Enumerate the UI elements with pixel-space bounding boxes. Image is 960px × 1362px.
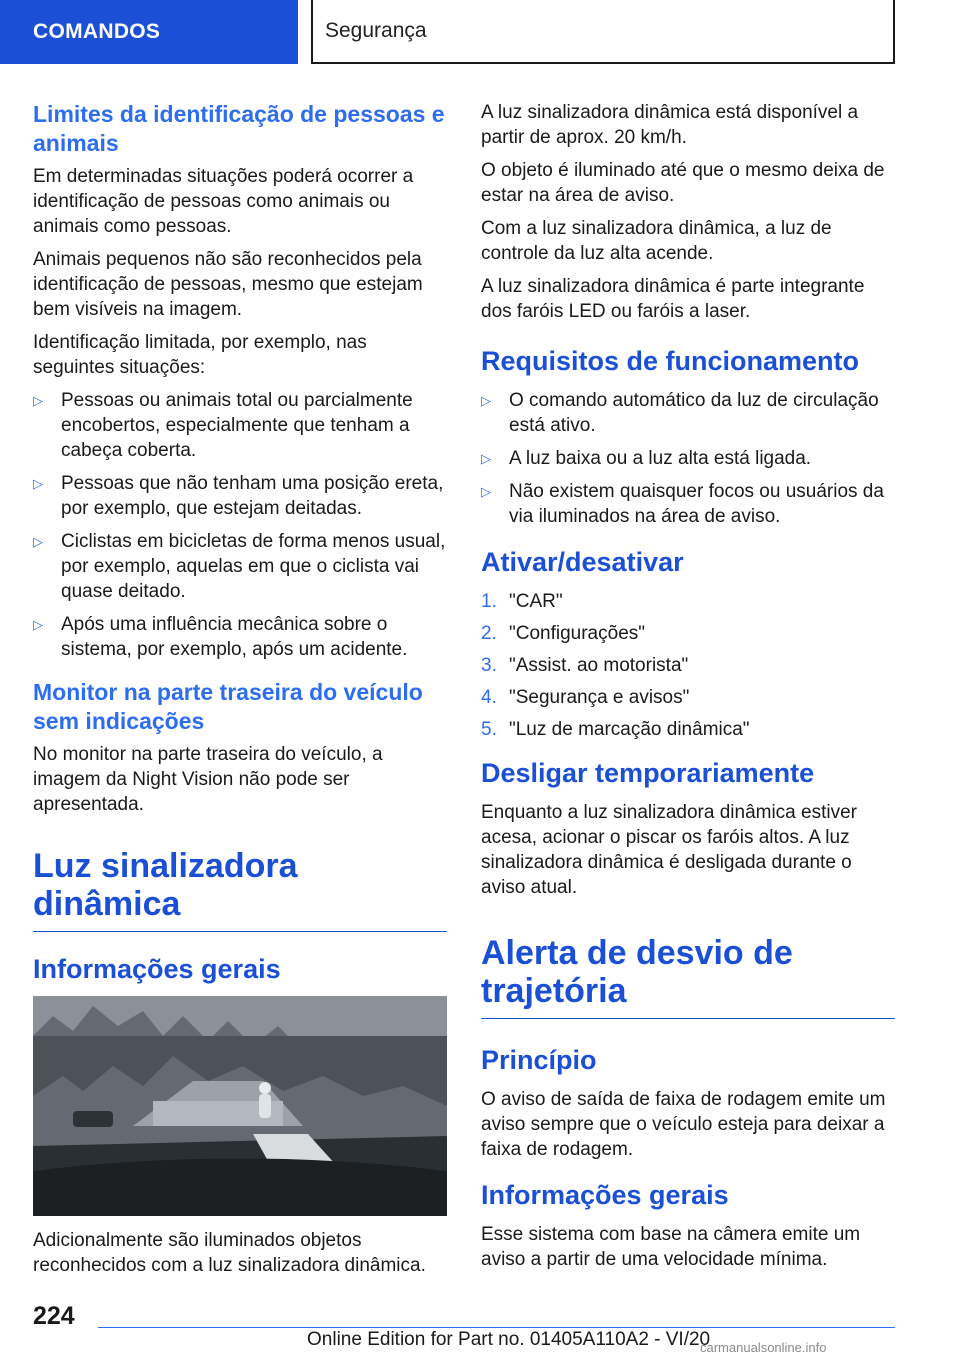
triangle-bullet-icon: ▷: [481, 393, 491, 408]
desligar-paragraph: Enquanto a luz sinalizadora dinâmica estiver acesa, acionar o piscar os faróis altos. A luz sinalizadora dinâmica é desligada durante o aviso atual.: [481, 802, 857, 898]
right-paragraph-1: A luz sinalizadora dinâmica está disponível a partir de aprox. 20 km/h.: [481, 102, 859, 148]
ativar-steps: [481, 589, 895, 742]
limits-paragraph-3: Identificação limitada, por exemplo, nas seguintes situações:: [33, 332, 367, 378]
luz-sinalizadora-title: Luz sinalizadora dinâmica: [33, 847, 447, 932]
monitor-heading: Monitor na parte traseira do veículo sem indicações: [33, 679, 423, 734]
list-item: 3. "Assist. ao motorista": [481, 655, 689, 676]
list-item: 5. "Luz de marcação dinâmica": [481, 719, 750, 740]
footer-divider: [98, 1327, 895, 1328]
limits-paragraph-1: Em determinadas situações poderá ocorrer a identificação de pessoas como animais ou animais como pessoas.: [33, 166, 414, 237]
list-item: ▷ Pessoas ou animais total ou parcialmente encobertos, especialmente que tenham a cabeça coberta.: [33, 390, 413, 461]
requisitos-heading: Requisitos de funcionamento: [481, 346, 860, 376]
list-item: 4. "Segurança e avisos": [481, 687, 690, 708]
triangle-bullet-icon: ▷: [33, 393, 43, 408]
right-paragraph-4: A luz sinalizadora dinâmica é parte integrante dos faróis LED ou faróis a laser.: [481, 276, 865, 322]
info2-paragraph: Esse sistema com base na câmera emite um aviso a partir de uma velocidade mínima.: [481, 1224, 861, 1270]
limits-list: [33, 388, 447, 662]
triangle-bullet-icon: ▷: [481, 451, 491, 466]
alerta-title: Alerta de desvio de trajetória: [481, 934, 895, 1019]
list-item: 2. "Configurações": [481, 623, 646, 644]
list-item: ▷ O comando automático da luz de circulação está ativo.: [481, 390, 879, 436]
limits-heading: Limites da identificação de pessoas e animais: [33, 101, 445, 156]
principio-heading: Princípio: [481, 1045, 597, 1075]
info2-heading: Informações gerais: [481, 1180, 729, 1210]
info-heading: Informações gerais: [33, 954, 281, 984]
triangle-bullet-icon: ▷: [33, 617, 43, 632]
right-paragraph-2: O objeto é iluminado até que o mesmo deixa de estar na área de aviso.: [481, 160, 885, 206]
chapter-tab: COMANDOS: [0, 0, 298, 64]
watermark: carmanualsonline.info: [700, 1340, 827, 1355]
principio-paragraph: O aviso de saída de faixa de rodagem emite um aviso sempre que o veículo esteja para deixar a faixa de rodagem.: [481, 1089, 886, 1160]
list-item: ▷ Não existem quaisquer focos ou usuários da via iluminados na área de aviso.: [481, 481, 884, 527]
right-paragraph-3: Com a luz sinalizadora dinâmica, a luz de controle da luz alta acende.: [481, 218, 832, 264]
triangle-bullet-icon: ▷: [481, 484, 491, 499]
list-item: ▷ Após uma influência mecânica sobre o sistema, por exemplo, após um acidente.: [33, 614, 408, 660]
list-item: ▷ Ciclistas em bicicletas de forma menos usual, por exemplo, aquelas em que o ciclista vai quase deitado.: [33, 531, 446, 602]
edition-footer: Online Edition for Part no. 01405A110A2 - VI/20: [307, 1329, 711, 1350]
desligar-heading: Desligar temporariamente: [481, 758, 815, 788]
monitor-paragraph: No monitor na parte traseira do veículo, a imagem da Night Vision não pode ser apresentada.: [33, 744, 383, 815]
list-item: 1. "CAR": [481, 591, 563, 612]
limits-paragraph-2: Animais pequenos não são reconhecidos pela identificação de pessoas, mesmo que estejam bem visíveis na imagem.: [33, 249, 423, 320]
ativar-heading: Ativar/desativar: [481, 547, 684, 577]
night-vision-image: [33, 996, 447, 1216]
info-caption: Adicionalmente são iluminados objetos reconhecidos com a luz sinalizadora dinâmica.: [33, 1230, 426, 1276]
section-header: Segurança: [311, 0, 895, 64]
right-column: [481, 100, 895, 1280]
requisitos-list: [481, 388, 895, 529]
list-item: ▷ Pessoas que não tenham uma posição ereta, por exemplo, que estejam deitadas.: [33, 473, 444, 519]
list-item: ▷ A luz baixa ou a luz alta está ligada.: [481, 448, 812, 469]
left-column: [33, 100, 447, 1286]
triangle-bullet-icon: ▷: [33, 476, 43, 491]
page-number: 224: [33, 1302, 75, 1330]
triangle-bullet-icon: ▷: [33, 534, 43, 549]
